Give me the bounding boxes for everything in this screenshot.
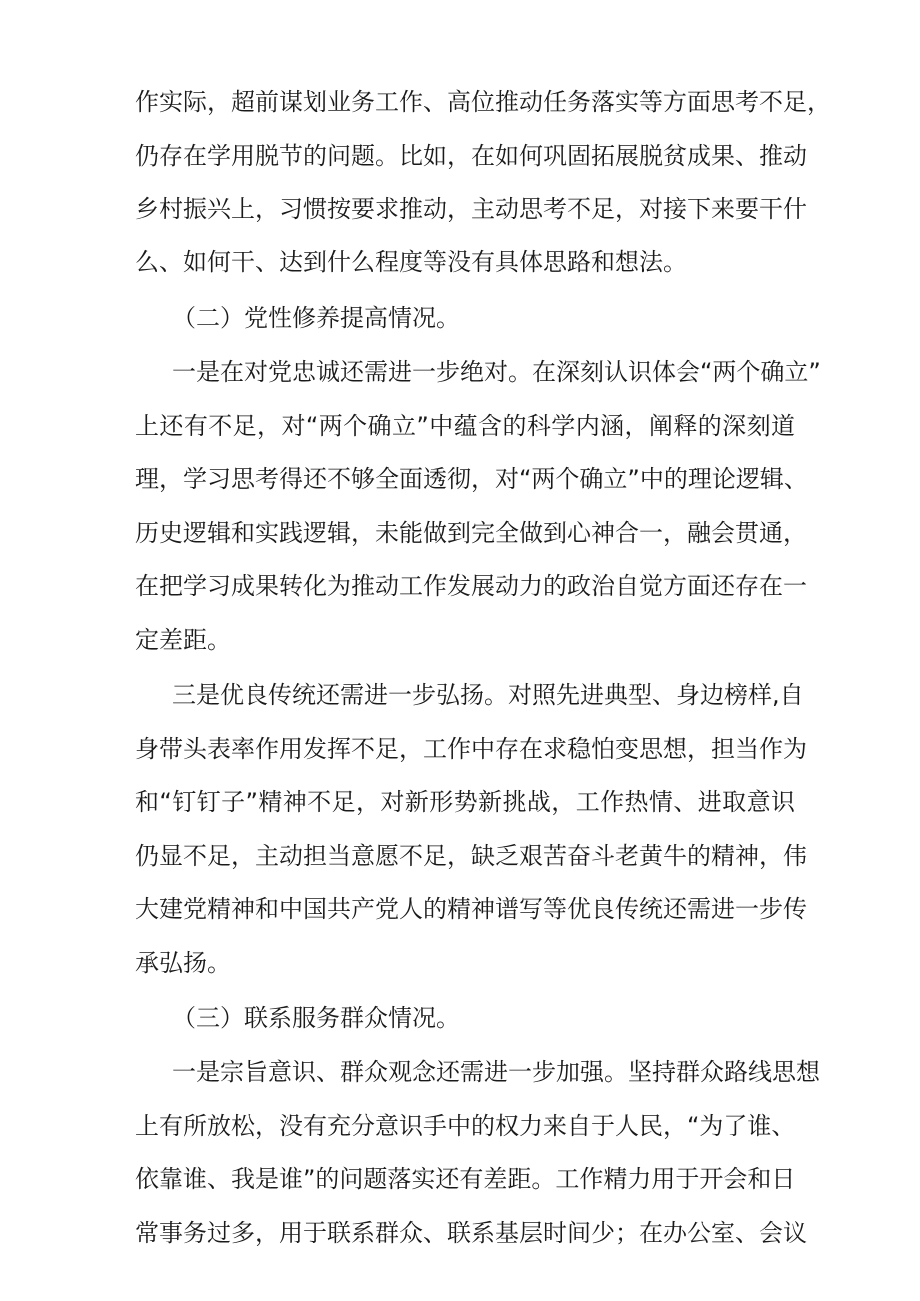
body-text-line: 依靠谁、我是谁”的问题落实还有差距。工作精力用于开会和日: [135, 1165, 796, 1193]
body-text-line: 身带头表率作用发挥不足，工作中存在求稳怕变思想，担当作为: [135, 735, 807, 763]
body-text-line: 承弘扬。: [135, 949, 231, 977]
body-text-line: 在把学习成果转化为推动工作发展动力的政治自觉方面还存在一: [135, 572, 807, 600]
body-text-line: 作实际，超前谋划业务工作、高位推动任务落实等方面思考不足，: [135, 88, 831, 116]
body-text-line: 定差距。: [135, 626, 231, 654]
section-heading: （三）联系服务群众情况。: [172, 1004, 460, 1032]
body-text-line: 仍存在学用脱节的问题。比如，在如何巩固拓展脱贫成果、推动: [135, 142, 807, 170]
body-text-line: 和“钉钉子”精神不足，对新形势新挑战，工作热情、进取意识: [135, 788, 795, 816]
body-text-line: 常事务过多，用于联系群众、联系基层时间少；在办公室、会议: [135, 1219, 807, 1247]
paragraph-first-line: 一是在对党忠诚还需进一步绝对。在深刻认识体会“两个确立”: [172, 358, 821, 386]
section-heading: （二）党性修养提高情况。: [172, 304, 460, 332]
paragraph-first-line: 一是宗旨意识、群众观念还需进一步加强。坚持群众路线思想: [172, 1058, 820, 1086]
body-text-line: 上有所放松，没有充分意识手中的权力来自于人民，“为了谁、: [135, 1112, 796, 1140]
body-text-line: 历史逻辑和实践逻辑，未能做到完全做到心神合一，融会贯通，: [135, 519, 807, 547]
body-text-line: 上还有不足，对“两个确立”中蕴含的科学内涵，阐释的深刻道: [135, 412, 795, 440]
body-text-line: 大建党精神和中国共产党人的精神谱写等优良传统还需进一步传: [135, 895, 807, 923]
body-text-line: 仍显不足，主动担当意愿不足，缺乏艰苦奋斗老黄牛的精神，伟: [135, 842, 807, 870]
paragraph-first-line: 三是优良传统还需进一步弘扬。对照先进典型、身边榜样,自: [172, 681, 804, 709]
body-text-line: 乡村振兴上，习惯按要求推动，主动思考不足，对接下来要干什: [135, 195, 807, 223]
body-text-line: 理，学习思考得还不够全面透彻，对“两个确立”中的理论逻辑、: [135, 465, 808, 493]
body-text-line: 么、如何干、达到什么程度等没有具体思路和想法。: [135, 248, 687, 276]
